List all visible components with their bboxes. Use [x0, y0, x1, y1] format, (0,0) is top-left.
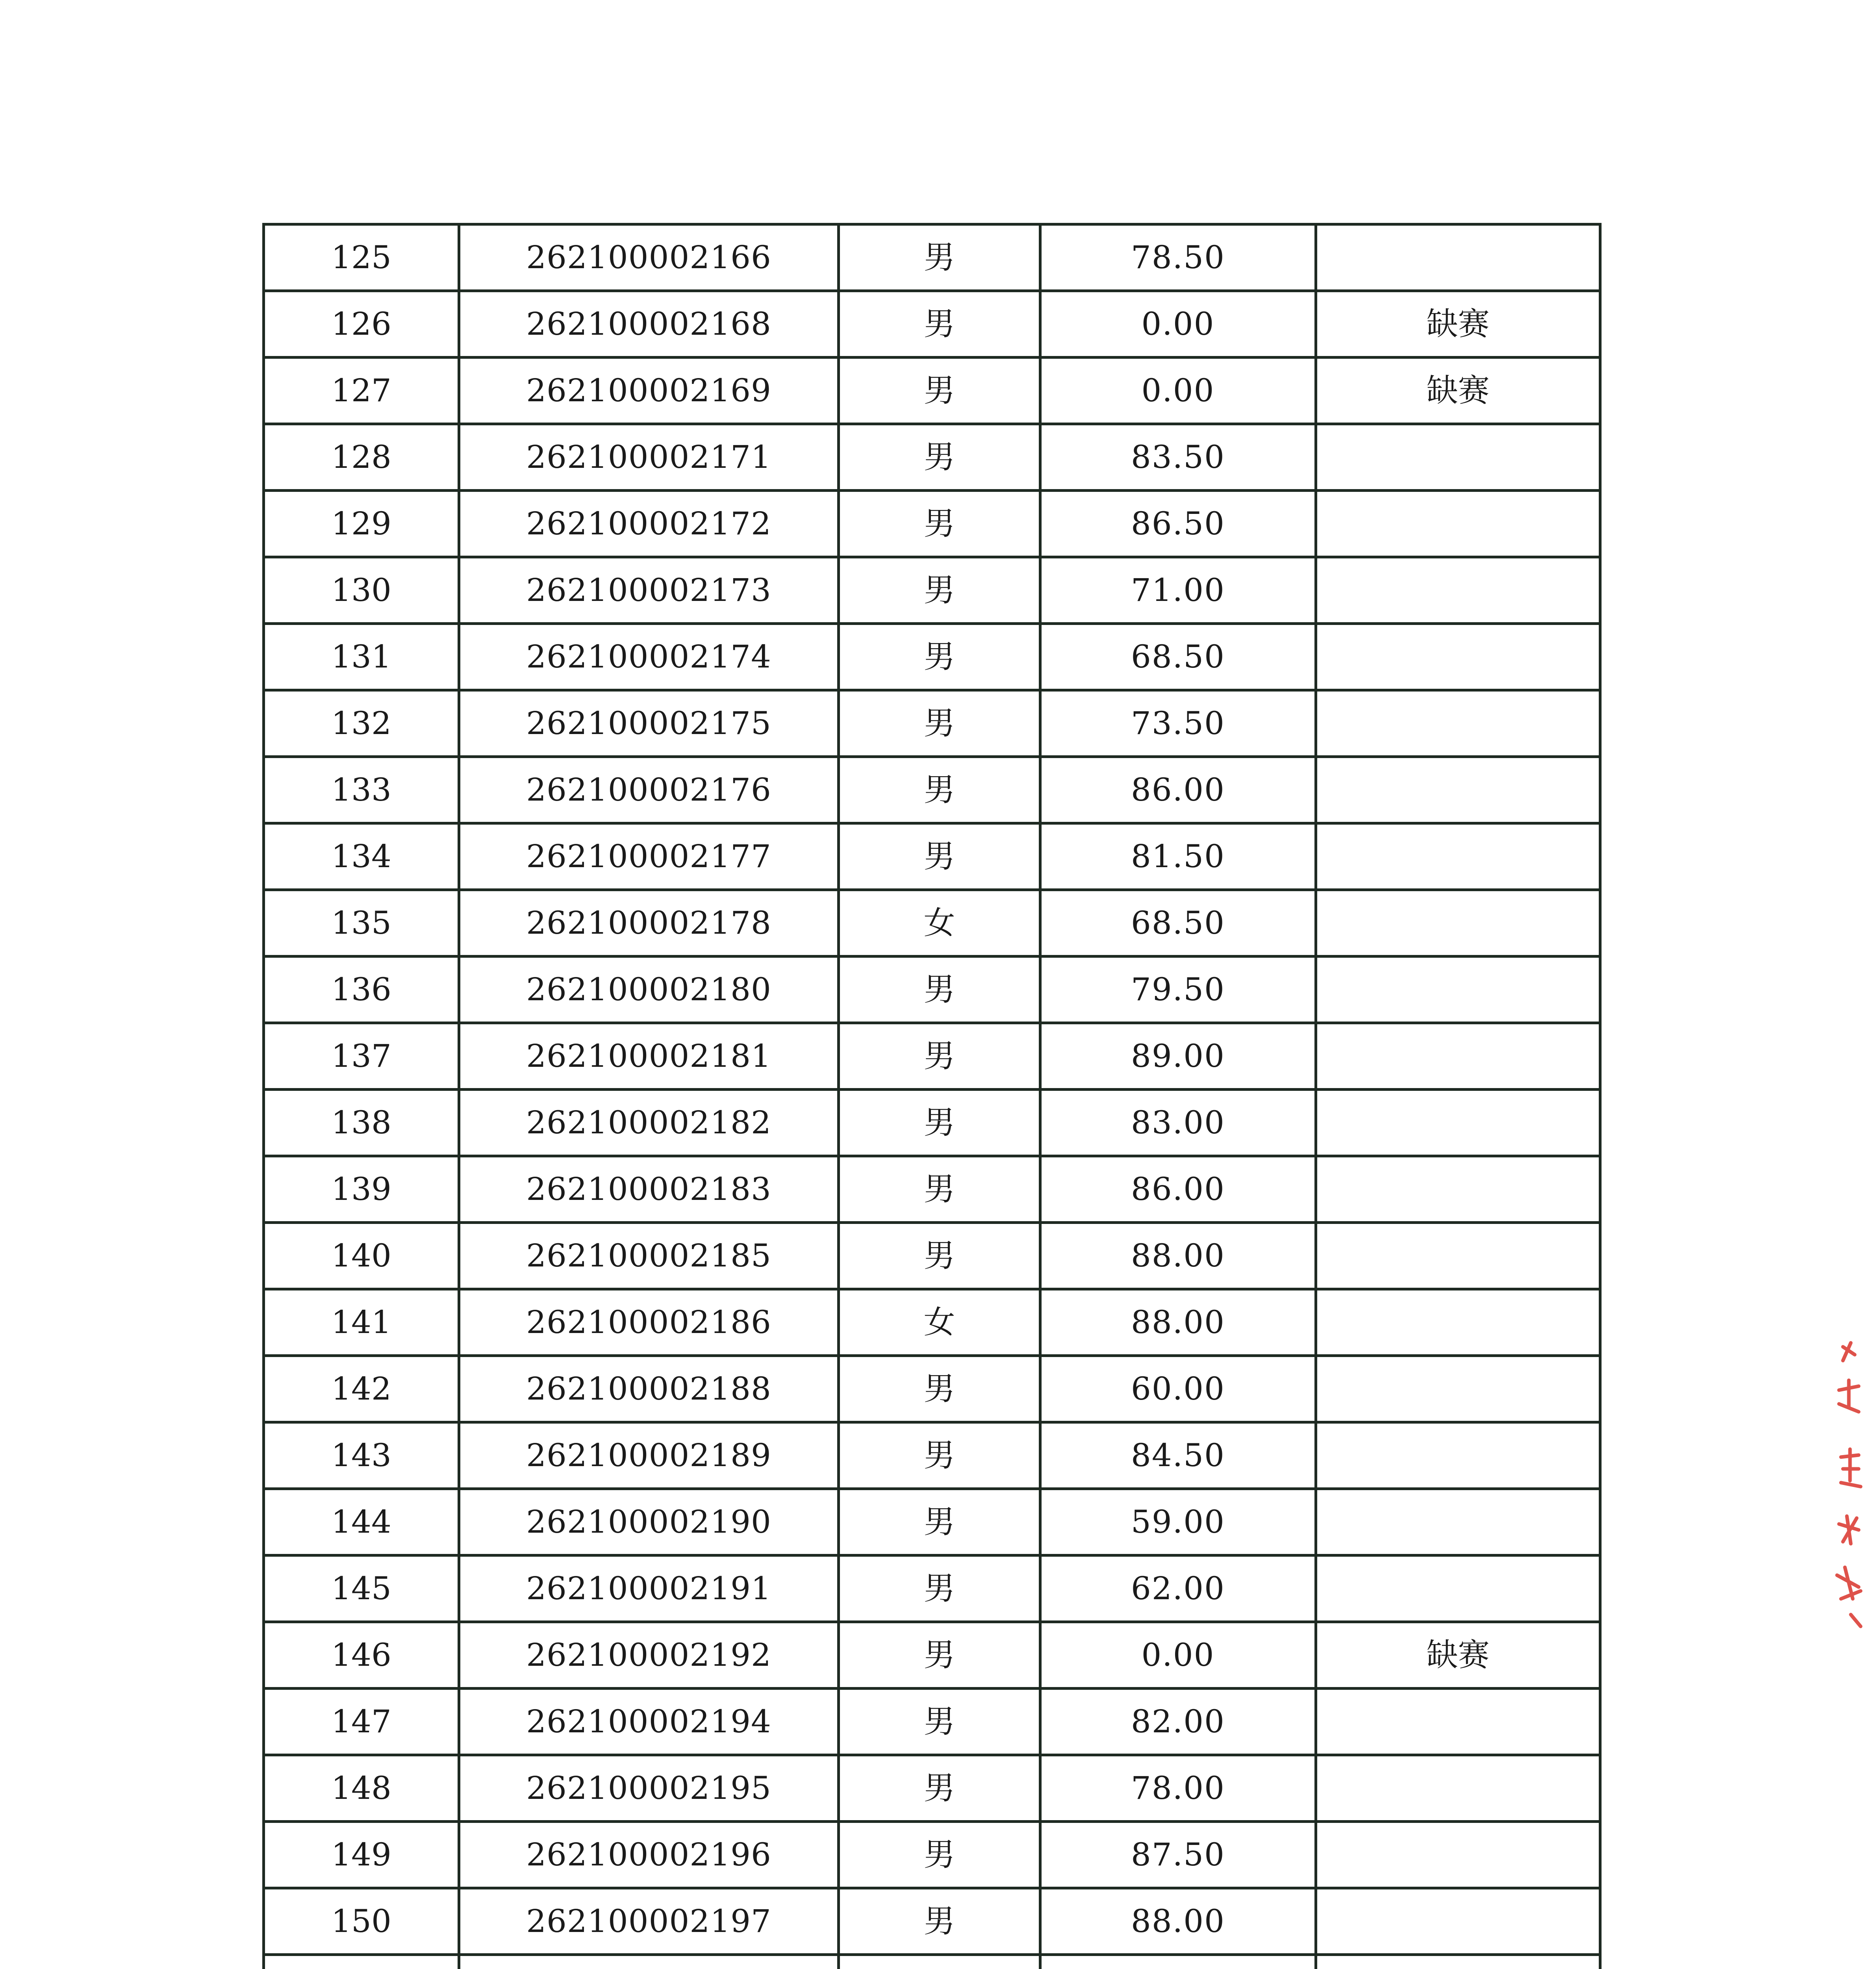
cell-score: 59.00 [1040, 1489, 1316, 1556]
cell-remark: 缺赛 [1316, 358, 1600, 424]
table-row [264, 957, 1600, 1023]
cell-score: 88.00 [1040, 1223, 1316, 1289]
cell-candidate-id: 262100002191 [459, 1556, 839, 1622]
cell-remark [1316, 224, 1600, 291]
cell-gender: 男 [839, 1156, 1040, 1223]
table-row [264, 1090, 1600, 1156]
cell-score: 86.50 [1040, 491, 1316, 557]
cell-gender: 男 [839, 757, 1040, 823]
cell-gender: 男 [839, 1422, 1040, 1489]
table-row [264, 557, 1600, 624]
cell-candidate-id: 262100002173 [459, 557, 839, 624]
cell-candidate-id: 262100002185 [459, 1223, 839, 1289]
table-row [264, 1489, 1600, 1556]
cell-gender: 男 [839, 1888, 1040, 1955]
cell-gender: 男 [839, 1356, 1040, 1422]
cell-remark [1316, 1156, 1600, 1223]
cell-serial-number: 142 [264, 1356, 459, 1422]
cell-score: 60.00 [1040, 1356, 1316, 1422]
table-row [264, 1755, 1600, 1822]
cell-gender: 男 [839, 1556, 1040, 1622]
table-row [264, 624, 1600, 690]
cell-remark [1316, 1090, 1600, 1156]
cell-candidate-id: 262100002186 [459, 1289, 839, 1356]
cell-serial-number: 146 [264, 1622, 459, 1689]
cell-serial-number: 134 [264, 823, 459, 890]
red-seal-stamp-fragment [1827, 1339, 1876, 1638]
cell-gender: 男 [839, 1489, 1040, 1556]
table-row [264, 1822, 1600, 1888]
cell-gender: 男 [839, 1023, 1040, 1090]
cell-remark [1316, 1356, 1600, 1422]
cell-serial-number: 135 [264, 890, 459, 957]
cell-remark [1316, 1023, 1600, 1090]
cell-score: 88.00 [1040, 1289, 1316, 1356]
cell-remark [1316, 1955, 1600, 1969]
cell-candidate-id: 262100002172 [459, 491, 839, 557]
cell-candidate-id: 262100002190 [459, 1489, 839, 1556]
cell-score: 87.50 [1040, 1822, 1316, 1888]
cell-gender: 男 [839, 1223, 1040, 1289]
table-row [264, 1556, 1600, 1622]
cell-remark [1316, 1289, 1600, 1356]
cell-remark: 缺赛 [1316, 1622, 1600, 1689]
cell-candidate-id: 262100002176 [459, 757, 839, 823]
cell-candidate-id: 262100002180 [459, 957, 839, 1023]
cell-score: 86.00 [1040, 1156, 1316, 1223]
table-row [264, 1689, 1600, 1755]
cell-gender: 男 [839, 224, 1040, 291]
cell-score: 79.50 [1040, 957, 1316, 1023]
cell-serial-number: 128 [264, 424, 459, 491]
cell-candidate-id: 262100002194 [459, 1689, 839, 1755]
cell-score: 83.50 [1040, 424, 1316, 491]
cell-gender [839, 1955, 1040, 1969]
cell-serial-number: 132 [264, 690, 459, 757]
cell-remark [1316, 1755, 1600, 1822]
table-row [264, 1422, 1600, 1489]
cell-candidate-id: 262100002192 [459, 1622, 839, 1689]
table-row [264, 424, 1600, 491]
table-row [264, 1955, 1600, 1969]
cell-score: 82.00 [1040, 1689, 1316, 1755]
cell-remark [1316, 491, 1600, 557]
cell-remark [1316, 1223, 1600, 1289]
cell-serial-number: 126 [264, 291, 459, 358]
cell-score: 78.50 [1040, 224, 1316, 291]
cell-serial-number: 139 [264, 1156, 459, 1223]
cell-candidate-id: 262100002169 [459, 358, 839, 424]
cell-gender: 男 [839, 1755, 1040, 1822]
cell-gender: 男 [839, 1090, 1040, 1156]
cell-gender: 男 [839, 358, 1040, 424]
cell-serial-number: 147 [264, 1689, 459, 1755]
cell-remark: 缺赛 [1316, 291, 1600, 358]
cell-candidate-id: 262100002189 [459, 1422, 839, 1489]
cell-candidate-id: 262100002188 [459, 1356, 839, 1422]
cell-serial-number: 133 [264, 757, 459, 823]
table-row [264, 358, 1600, 424]
cell-gender: 男 [839, 291, 1040, 358]
cell-candidate-id: 262100002174 [459, 624, 839, 690]
cell-serial-number: 140 [264, 1223, 459, 1289]
cell-remark [1316, 823, 1600, 890]
table-row [264, 1289, 1600, 1356]
table-row [264, 491, 1600, 557]
table-row [264, 690, 1600, 757]
table-row [264, 1156, 1600, 1223]
cell-score: 0.00 [1040, 1622, 1316, 1689]
cell-remark [1316, 1556, 1600, 1622]
cell-serial-number: 148 [264, 1755, 459, 1822]
cell-score: 83.00 [1040, 1090, 1316, 1156]
cell-gender: 男 [839, 690, 1040, 757]
cell-serial-number: 149 [264, 1822, 459, 1888]
cell-remark [1316, 424, 1600, 491]
cell-candidate-id: 262100002175 [459, 690, 839, 757]
cell-gender: 男 [839, 1622, 1040, 1689]
cell-candidate-id: 262100002183 [459, 1156, 839, 1223]
cell-candidate-id: 262100002178 [459, 890, 839, 957]
cell-gender: 男 [839, 1689, 1040, 1755]
cell-score: 71.00 [1040, 557, 1316, 624]
cell-score: 0.00 [1040, 291, 1316, 358]
cell-remark [1316, 957, 1600, 1023]
cell-candidate-id: 262100002181 [459, 1023, 839, 1090]
cell-serial-number: 125 [264, 224, 459, 291]
cell-candidate-id: 262100002197 [459, 1888, 839, 1955]
cell-score: 68.50 [1040, 624, 1316, 690]
cell-score: 84.50 [1040, 1422, 1316, 1489]
cell-gender: 男 [839, 424, 1040, 491]
cell-candidate-id: 262100002196 [459, 1822, 839, 1888]
table-row [264, 1356, 1600, 1422]
cell-gender: 男 [839, 1822, 1040, 1888]
cell-gender: 男 [839, 823, 1040, 890]
cell-remark [1316, 1422, 1600, 1489]
table-row [264, 1023, 1600, 1090]
cell-serial-number [264, 1955, 459, 1969]
cell-gender: 女 [839, 1289, 1040, 1356]
cell-serial-number: 130 [264, 557, 459, 624]
cell-serial-number: 131 [264, 624, 459, 690]
cell-remark [1316, 690, 1600, 757]
cell-remark [1316, 757, 1600, 823]
cell-score: 0.00 [1040, 358, 1316, 424]
table-row [264, 224, 1600, 291]
cell-serial-number: 145 [264, 1556, 459, 1622]
cell-score: 86.00 [1040, 757, 1316, 823]
table-row [264, 1223, 1600, 1289]
cell-score: 88.00 [1040, 1888, 1316, 1955]
results-table [262, 223, 1602, 1969]
cell-serial-number: 144 [264, 1489, 459, 1556]
cell-serial-number: 138 [264, 1090, 459, 1156]
cell-candidate-id: 262100002177 [459, 823, 839, 890]
cell-remark [1316, 890, 1600, 957]
cell-remark [1316, 624, 1600, 690]
cell-gender: 男 [839, 624, 1040, 690]
table-row [264, 890, 1600, 957]
table-row [264, 823, 1600, 890]
cell-serial-number: 143 [264, 1422, 459, 1489]
cell-remark [1316, 1888, 1600, 1955]
cell-gender: 男 [839, 491, 1040, 557]
cell-remark [1316, 1822, 1600, 1888]
cell-serial-number: 129 [264, 491, 459, 557]
cell-remark [1316, 1489, 1600, 1556]
cell-candidate-id: 262100002171 [459, 424, 839, 491]
cell-score: 73.50 [1040, 690, 1316, 757]
cell-remark [1316, 557, 1600, 624]
table-row [264, 1888, 1600, 1955]
cell-serial-number: 141 [264, 1289, 459, 1356]
cell-serial-number: 127 [264, 358, 459, 424]
cell-serial-number: 137 [264, 1023, 459, 1090]
cell-gender: 女 [839, 890, 1040, 957]
cell-candidate-id: 262100002168 [459, 291, 839, 358]
table-body [264, 224, 1600, 1969]
cell-gender: 男 [839, 557, 1040, 624]
cell-serial-number: 150 [264, 1888, 459, 1955]
cell-gender: 男 [839, 957, 1040, 1023]
table-row [264, 1622, 1600, 1689]
cell-candidate-id: 262100002195 [459, 1755, 839, 1822]
cell-score: 78.00 [1040, 1755, 1316, 1822]
table-row [264, 757, 1600, 823]
cell-score [1040, 1955, 1316, 1969]
cell-score: 68.50 [1040, 890, 1316, 957]
cell-remark [1316, 1689, 1600, 1755]
cell-score: 62.00 [1040, 1556, 1316, 1622]
cell-candidate-id: 262100002166 [459, 224, 839, 291]
cell-candidate-id: 262100002182 [459, 1090, 839, 1156]
cell-serial-number: 136 [264, 957, 459, 1023]
table-row [264, 291, 1600, 358]
cell-score: 89.00 [1040, 1023, 1316, 1090]
cell-candidate-id [459, 1955, 839, 1969]
cell-score: 81.50 [1040, 823, 1316, 890]
